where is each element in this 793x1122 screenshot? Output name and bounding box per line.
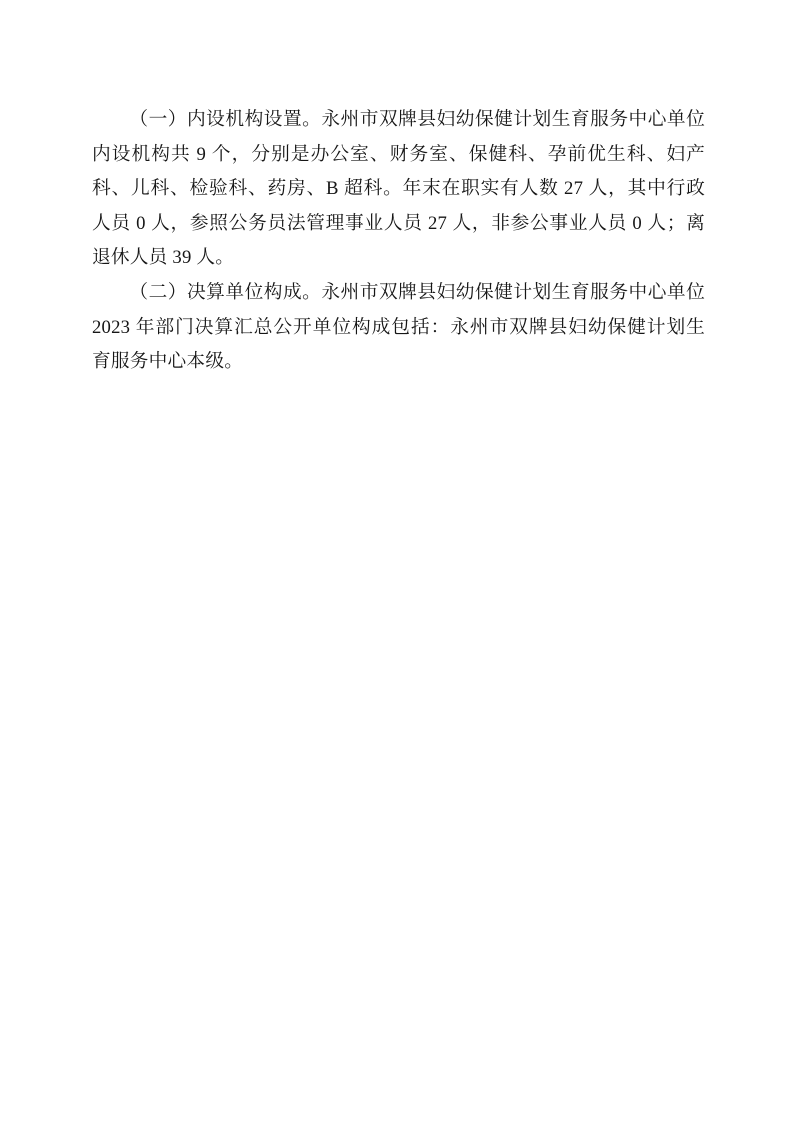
paragraph-2-line-3: 育服务中心本级。 (92, 351, 244, 373)
paragraph-2-line-1: （二）决算单位构成。永州市双牌县妇幼保健计划生育服务中心单位 (129, 281, 705, 303)
paragraph-2-line-2: 2023 年部门决算汇总公开单位构成包括：永州市双牌县妇幼保健计划生 (92, 316, 705, 338)
paragraph-1-line-1: （一）内设机构设置。永州市双牌县妇幼保健计划生育服务中心单位 (129, 109, 705, 130)
paragraph-1-line-2: 内设机构共 9 个，分别是办公室、财务室、保健科、孕前优生科、妇产 (92, 143, 705, 165)
paragraph-1-line-4: 人员 0 人，参照公务员法管理事业人员 27 人，非参公事业人员 0 人；离 (92, 212, 705, 234)
paragraph-1-line-5: 退休人员 39 人。 (92, 247, 235, 269)
document-body (92, 103, 705, 380)
paragraph-1-line-3: 科、儿科、检验科、药房、B 超科。年末在职实有人数 27 人，其中行政 (92, 178, 705, 200)
